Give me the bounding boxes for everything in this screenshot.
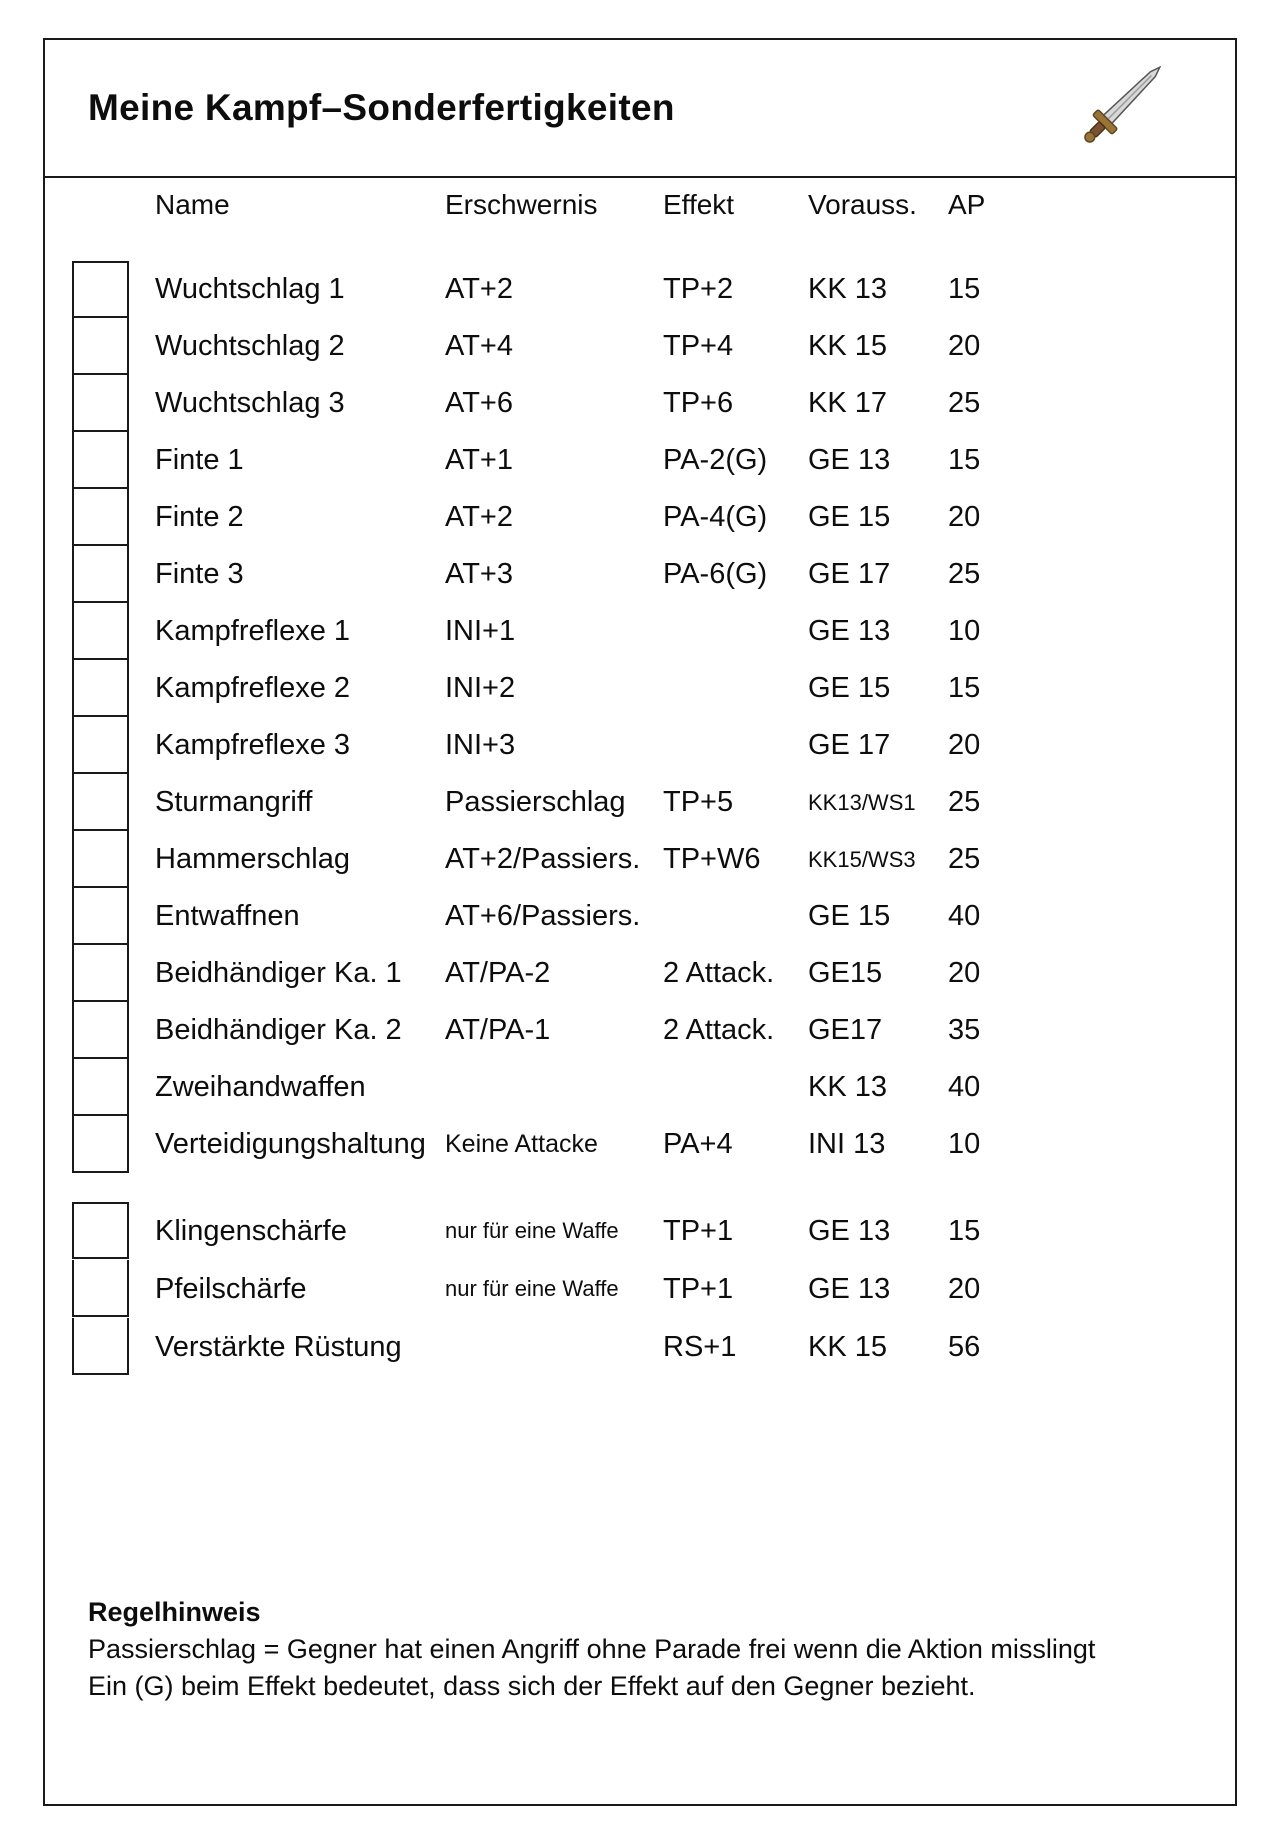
ability-ap: 25: [948, 387, 981, 419]
checkbox[interactable]: [72, 1318, 129, 1375]
ability-erschwernis: AT+2/Passiers.: [445, 843, 641, 875]
ability-ap: 15: [948, 444, 981, 476]
ability-rows-extra: [72, 1202, 1235, 1376]
checkbox-cell: [72, 831, 155, 888]
ability-name: Hammerschlag: [155, 843, 350, 875]
checkbox-cell: [72, 774, 155, 831]
ability-vorauss: GE 17: [808, 729, 891, 761]
table-row: [72, 375, 1235, 432]
ability-vorauss: GE17: [808, 1014, 883, 1046]
ability-erschwernis: AT+2: [445, 273, 513, 305]
page-title: Meine Kampf–Sonderfertigkeiten: [88, 87, 675, 128]
ability-effekt: TP+1: [663, 1214, 734, 1247]
ability-ap: 15: [948, 273, 981, 305]
ability-name: Kampfreflexe 2: [155, 672, 351, 704]
ability-ap: 25: [948, 786, 981, 818]
ability-ap: 15: [948, 672, 981, 704]
ability-erschwernis: AT+2: [445, 501, 513, 533]
table-row: [72, 432, 1235, 489]
checkbox-cell: [72, 660, 155, 717]
checkbox[interactable]: [72, 831, 129, 888]
checkbox[interactable]: [72, 945, 129, 1002]
ability-effekt: RS+1: [663, 1330, 737, 1363]
table-row: [72, 261, 1235, 318]
ability-effekt: TP+2: [663, 273, 734, 305]
table-row: [72, 717, 1235, 774]
ability-effekt: TP+5: [663, 786, 734, 818]
checkbox-cell: [72, 1116, 155, 1173]
ability-ap: 20: [948, 957, 981, 989]
ability-name: Zweihandwaffen: [155, 1071, 366, 1103]
checkbox[interactable]: [72, 1116, 129, 1173]
ability-name: Beidhändiger Ka. 2: [155, 1014, 402, 1046]
ability-vorauss: KK 15: [808, 330, 887, 362]
column-header-vorauss: Vorauss.: [808, 189, 917, 220]
table-row: [72, 660, 1235, 717]
ability-ap: 15: [948, 1214, 981, 1247]
checkbox[interactable]: [72, 432, 129, 489]
ability-vorauss: KK 17: [808, 387, 887, 419]
sword-icon: [1062, 57, 1180, 160]
ability-vorauss: KK15/WS3: [808, 846, 916, 872]
ability-ap: 40: [948, 1071, 981, 1103]
table-row: [72, 1116, 1235, 1173]
table-row: [72, 1260, 1235, 1318]
ability-vorauss: GE 13: [808, 615, 891, 647]
ability-erschwernis: Keine Attacke: [445, 1130, 598, 1158]
ability-name: Entwaffnen: [155, 900, 300, 932]
ability-effekt: TP+6: [663, 387, 734, 419]
checkbox[interactable]: [72, 318, 129, 375]
checkbox[interactable]: [72, 660, 129, 717]
checkbox-cell: [72, 945, 155, 1002]
column-header-name: Name: [155, 189, 230, 220]
checkbox[interactable]: [72, 1202, 129, 1259]
ability-erschwernis: AT/PA-2: [445, 957, 551, 989]
checkbox-cell: [72, 1202, 155, 1260]
ability-ap: 20: [948, 330, 981, 362]
checkbox-cell: [72, 1318, 155, 1376]
checkbox-cell: [72, 375, 155, 432]
ability-name: Wuchtschlag 2: [155, 330, 345, 362]
table-row: [72, 1318, 1235, 1376]
checkbox[interactable]: [72, 375, 129, 432]
table-row: [72, 1202, 1235, 1260]
ability-effekt: PA+4: [663, 1128, 733, 1160]
ability-name: Kampfreflexe 1: [155, 615, 351, 647]
checkbox[interactable]: [72, 603, 129, 660]
ability-name: Pfeilschärfe: [155, 1272, 307, 1305]
ability-name: Verstärkte Rüstung: [155, 1330, 402, 1363]
checkbox[interactable]: [72, 1002, 129, 1059]
column-header-effekt: Effekt: [663, 189, 735, 220]
ability-name: Wuchtschlag 3: [155, 387, 345, 419]
rules-note: [45, 1594, 1235, 1705]
ability-name: Finte 1: [155, 444, 244, 476]
rules-note-heading: Regelhinweis: [88, 1597, 261, 1627]
ability-erschwernis: AT+4: [445, 330, 513, 362]
ability-ap: 20: [948, 729, 981, 761]
ability-name: Finte 2: [155, 501, 244, 533]
checkbox-cell: [72, 261, 155, 318]
ability-effekt: 2 Attack.: [663, 957, 775, 989]
checkbox[interactable]: [72, 717, 129, 774]
table-row: [72, 546, 1235, 603]
ability-vorauss: GE 17: [808, 558, 891, 590]
ability-rows-main: [72, 261, 1235, 1173]
ability-vorauss: GE 13: [808, 444, 891, 476]
rules-note-line: Passierschlag = Gegner hat einen Angriff ohne Parade frei wenn die Aktion misslingt: [88, 1634, 1096, 1664]
ability-erschwernis: AT/PA-1: [445, 1014, 551, 1046]
ability-erschwernis: nur für eine Waffe: [445, 1218, 619, 1243]
ability-ap: 40: [948, 900, 981, 932]
ability-ap: 10: [948, 615, 981, 647]
ability-erschwernis: INI+2: [445, 672, 516, 704]
column-header-ap: AP: [948, 189, 986, 220]
ability-erschwernis: AT+1: [445, 444, 513, 476]
ability-vorauss: KK 13: [808, 273, 887, 305]
checkbox[interactable]: [72, 261, 129, 318]
ability-erschwernis: AT+6: [445, 387, 513, 419]
ability-effekt: 2 Attack.: [663, 1014, 775, 1046]
checkbox-cell: [72, 1002, 155, 1059]
ability-vorauss: GE 15: [808, 501, 891, 533]
ability-name: Verteidigungshaltung: [155, 1128, 426, 1160]
ability-vorauss: GE 13: [808, 1272, 891, 1305]
table-row: [72, 945, 1235, 1002]
ability-erschwernis: AT+3: [445, 558, 513, 590]
checkbox[interactable]: [72, 546, 129, 603]
checkbox-cell: [72, 717, 155, 774]
ability-name: Wuchtschlag 1: [155, 273, 345, 305]
ability-name: Finte 3: [155, 558, 244, 590]
ability-ap: 35: [948, 1014, 981, 1046]
ability-effekt: PA-4(G): [663, 501, 768, 533]
ability-ap: 25: [948, 843, 981, 875]
ability-erschwernis: nur für eine Waffe: [445, 1276, 619, 1301]
ability-effekt: TP+4: [663, 330, 734, 362]
ability-effekt: TP+W6: [663, 843, 761, 875]
column-header-erschwernis: Erschwernis: [445, 189, 598, 220]
ability-ap: 56: [948, 1330, 981, 1363]
checkbox-cell: [72, 1059, 155, 1116]
checkbox[interactable]: [72, 1059, 129, 1116]
ability-vorauss: KK 13: [808, 1071, 887, 1103]
column-header-spacer: [72, 188, 155, 221]
checkbox[interactable]: [72, 489, 129, 546]
ability-erschwernis: AT+6/Passiers.: [445, 900, 641, 932]
table-row: [72, 1002, 1235, 1059]
ability-effekt: TP+1: [663, 1272, 734, 1305]
table-row: [72, 318, 1235, 375]
sheet-header: [45, 40, 1235, 178]
ability-vorauss: INI 13: [808, 1128, 886, 1160]
sheet-page: [43, 38, 1237, 1806]
table-row: [72, 774, 1235, 831]
ability-ap: 25: [948, 558, 981, 590]
ability-name: Klingenschärfe: [155, 1214, 347, 1247]
ability-vorauss: KK 15: [808, 1330, 887, 1363]
checkbox-cell: [72, 546, 155, 603]
checkbox[interactable]: [72, 1260, 129, 1317]
table-header-row: [72, 188, 1235, 221]
checkbox-cell: [72, 432, 155, 489]
ability-vorauss: GE15: [808, 957, 883, 989]
checkbox[interactable]: [72, 774, 129, 831]
checkbox-cell: [72, 1260, 155, 1318]
table-row: [72, 888, 1235, 945]
ability-vorauss: GE 13: [808, 1214, 891, 1247]
table-row: [72, 1059, 1235, 1116]
ability-ap: 10: [948, 1128, 981, 1160]
ability-effekt: PA-2(G): [663, 444, 768, 476]
ability-name: Kampfreflexe 3: [155, 729, 351, 761]
ability-ap: 20: [948, 1272, 981, 1305]
ability-vorauss: GE 15: [808, 900, 891, 932]
ability-ap: 20: [948, 501, 981, 533]
ability-vorauss: KK13/WS1: [808, 789, 916, 815]
ability-erschwernis: INI+1: [445, 615, 516, 647]
ability-effekt: PA-6(G): [663, 558, 768, 590]
checkbox-cell: [72, 603, 155, 660]
ability-name: Beidhändiger Ka. 1: [155, 957, 402, 989]
abilities-table: [45, 188, 1235, 1376]
ability-erschwernis: Passierschlag: [445, 786, 626, 818]
table-row: [72, 489, 1235, 546]
checkbox[interactable]: [72, 888, 129, 945]
table-row: [72, 831, 1235, 888]
rules-note-line: Ein (G) beim Effekt bedeutet, dass sich der Effekt auf den Gegner bezieht.: [88, 1671, 976, 1701]
table-row: [72, 603, 1235, 660]
ability-vorauss: GE 15: [808, 672, 891, 704]
checkbox-cell: [72, 489, 155, 546]
ability-erschwernis: INI+3: [445, 729, 516, 761]
checkbox-cell: [72, 318, 155, 375]
checkbox-cell: [72, 888, 155, 945]
ability-name: Sturmangriff: [155, 786, 313, 818]
